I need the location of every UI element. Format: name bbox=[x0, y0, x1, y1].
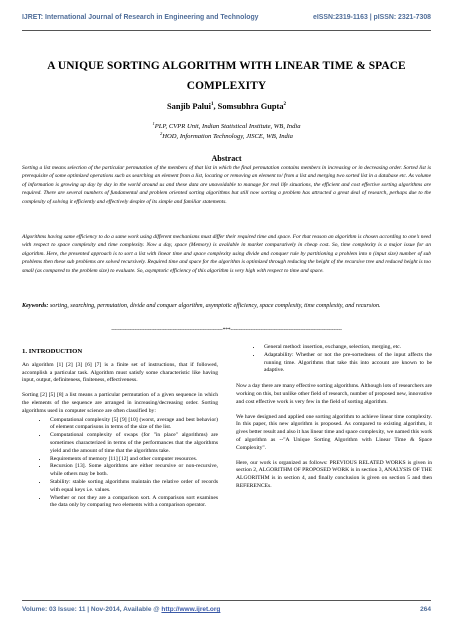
title-line-2: COMPLEXITY bbox=[186, 80, 267, 92]
list-item: • Requirements of memory [11] [12] and other computer resources. bbox=[48, 456, 218, 464]
affiliation-2 bbox=[22, 131, 431, 140]
section-separator: -------------------------------------------------------------------***------------------------------------------------------------------- bbox=[111, 327, 342, 333]
list-item: • Computational complexity of swaps (for "in place" algorithms) are sometimes characterized in terms of the performances that the algorithms yield and the amount of time that the algorithms take. bbox=[48, 432, 218, 455]
affiliation-1-text: PLP, CVPR Unit, Indian Statistical Institute, WB, India bbox=[154, 123, 301, 131]
right-column bbox=[236, 344, 432, 498]
list-item: • Computational complexity [5] [9] [10] (worst, average and best behavior) of element comparisons in terms of the size of the list. bbox=[48, 417, 218, 433]
author-2-sup: 2 bbox=[283, 102, 287, 108]
journal-issn: eISSN:2319-1163 | pISSN: 2321-7308 bbox=[313, 14, 431, 21]
title-line-1: A UNIQUE SORTING ALGORITHM WITH LINEAR TIME & SPACE bbox=[47, 60, 406, 72]
abstract-para-1: Sorting a list means selection of the particular permutation of the members of that list in which the final permutation contains members in increasing or in decreasing order. Sorted list is prerequisite of some optimized operations such as searching an element from a list, locating or removing an element to/ from a list and merging two sorted list in a database etc. As volume of information is growing up day by day in the world around us and these data are unavoidable to manage for real life situations, the efficient and cost effective sorting algorithms are required. There are several numbers of fundamental and problem oriented sorting algorithms but still now sorting a problem has attracted a great deal of research, perhaps due to the complexity of solving it efficiently and effectively despite of its simple and familiar statements. bbox=[22, 165, 431, 205]
author-2: Somsubhra Gupta bbox=[217, 102, 284, 111]
keywords-label: Keywords: bbox=[22, 303, 49, 309]
author-1: Sanjib Palui bbox=[166, 102, 211, 111]
page-number: 264 bbox=[420, 606, 431, 613]
right-para-2: We have designed and applied one sorting algorithm to achieve linear time complexity. In this paper, this new algorithm is proposed. As compared to existing algorithm, it gives better result and also it has linear time and space complexity, we named this work of algorithm as --"A Unique Sorting Algorithm with Linear Time & Space Complexity". bbox=[236, 413, 432, 451]
paper-title bbox=[22, 56, 431, 96]
keywords bbox=[22, 300, 431, 312]
author-separator: , bbox=[213, 102, 218, 111]
header-rule bbox=[22, 30, 431, 31]
classification-list bbox=[22, 417, 218, 511]
abstract-heading: Abstract bbox=[211, 154, 242, 163]
footer-rule bbox=[22, 600, 431, 601]
footer-volume-text: Volume: 03 Issue: 11 | Nov-2014, Available @ bbox=[22, 606, 162, 613]
journal-name: IJRET: International Journal of Research in Engineering and Technology bbox=[22, 14, 259, 21]
author-list bbox=[22, 102, 431, 111]
intro-para-1: An algorithm [1] [2] [3] [6] [7] is a finite set of instructions, that if followed, accomplish a particular task. Algorithm must satisfy some characteristic like having input, output, definiteness, finiteness, effectiveness. bbox=[22, 361, 218, 384]
intro-para-2: Sorting [2] [5] [8] a list means a particular permutation of a given sequence in which the elements of the sequence are arranged in increasing/decreasing order. Sorting algorithms used in computer science are often classified by: bbox=[22, 392, 218, 414]
list-item: • General method: insertion, exchange, selection, merging, etc. bbox=[262, 344, 432, 352]
introduction-heading: 1. INTRODUCTION bbox=[22, 348, 83, 355]
left-column bbox=[22, 344, 218, 516]
affiliation-1-sup: 1 bbox=[152, 121, 155, 126]
affiliation-1 bbox=[22, 121, 431, 130]
affiliation-2-text: HOD, Information Technology, JISCE, WB, India bbox=[162, 133, 293, 141]
list-item: • Whether or not they are a comparison sort. A comparison sort examines the data only by comparing two elements with a comparison operator. bbox=[48, 495, 218, 511]
list-item: • Stability: stable sorting algorithms maintain the relative order of records with equal keys i.e. values. bbox=[48, 479, 218, 495]
keywords-text: sorting, searching, permutation, divide and conquer algorithm, asymptotic efficiency, space complexity, time complexity, and recursion. bbox=[49, 303, 381, 309]
right-para-3: Here, our work is organized as follows: PREVIOUS RELATED WORKS is given in section 2, ALGORITHM OF PROPOSED WORK is in section 3, ANALYSIS OF THE ALGORITHM is in section 4, and finally conclusion is given on section 5 and then REFERENCEs. bbox=[236, 459, 432, 489]
affiliation-2-sup: 2 bbox=[160, 131, 163, 136]
list-item: • Adaptability: Whether or not the pre-sortedness of the input affects the running time. Algorithms that take this into account are known to be adaptive. bbox=[262, 352, 432, 375]
footer-volume bbox=[22, 606, 220, 613]
right-para-1: Now a day there are many effective sorting algorithms. Although lots of researchers are working on this, but unlike other field of research, number of proposed new, innovative and cost effective work is very few in the field of sorting algorithm. bbox=[236, 383, 432, 405]
classification-list-continued bbox=[236, 344, 432, 375]
author-1-sup: 1 bbox=[210, 102, 214, 108]
journal-header bbox=[22, 14, 431, 28]
abstract-para-2: Algorithms having same efficiency to do a same work using different mechanisms must differ their required time and space. For that reason an algorithm is chosen according to one’s need with respect to space complexity and time complexity. Now a day, space (Memory) is available in market comparatively in cheap cost. So, time complexity is a major issue for an algorithm. Here, the presented approach is to sort a list with linear time and space complexity using divide and conquer rule by partitioning a problem into n (input size) number of sub problems then these sub problems are solved recursively. Required time and space for the algorithm is optimized through reducing the height of the recursive tree and reduced height is too small (as compared to the problem size) to evaluate. So, asymptotic efficiency of this algorithm is very high with respect to time and space. bbox=[22, 234, 431, 274]
list-item: • Recursion [13]. Some algorithms are either recursive or non-recursive, while others may be both. bbox=[48, 463, 218, 479]
journal-url-link[interactable]: http://www.ijret.org bbox=[161, 606, 221, 613]
